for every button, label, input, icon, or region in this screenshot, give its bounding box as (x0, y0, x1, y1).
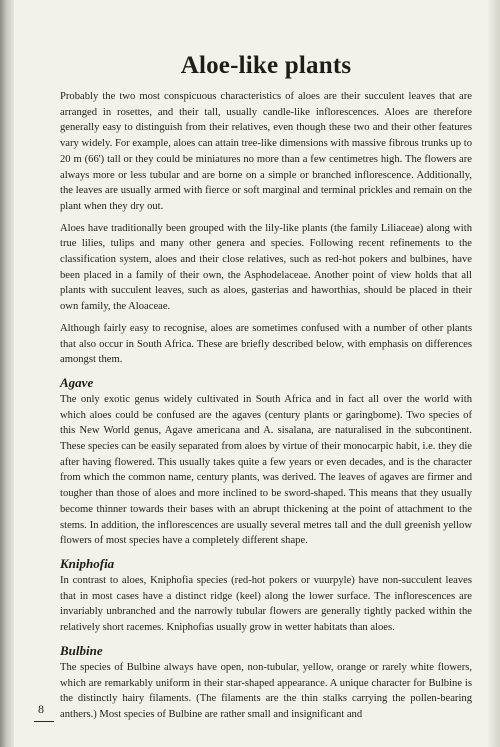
intro-paragraph-3: Although fairly easy to recognise, aloes are sometimes confused with a number of other plants that also occur in South Africa. These are briefly described below, with emphasis on differences amongst them. (60, 322, 472, 366)
page-number: 8 (38, 702, 44, 716)
section-text-bulbine: The species of Bulbine always have open, non-tubular, yellow, orange or rarely white flowers, which are remarkably uniform in their star-shaped appearance. A unique character for Bulbine is the distinctly hairy filaments. (The filaments are the thin stalks carrying the pollen-bearing anthers.) Most species of Bulbine are rather small and insignificant and (60, 661, 472, 720)
page-content (60, 52, 472, 729)
intro-paragraph-2: Aloes have traditionally been grouped with the lily-like plants (the family Liliaceae) along with true lilies, tulips and many other genera and species. Following recent refinements to the classification system, aloes and their close relatives, such as red-hot pokers and bulbines, have been placed in a family of their own, the Asphodelaceae. Another point of view holds that all plants with succulent leaves, such as aloes, gasterias and haworthias, should be placed in their own family, the Aloaceae. (60, 222, 472, 313)
page-title: Aloe-like plants (180, 52, 352, 79)
section-heading-kniphofia: Kniphofia (60, 555, 115, 571)
section-text-kniphofia: In contrast to aloes, Kniphofia species (red-hot pokers or vuurpyle) have non-succulent leaves that in most cases have a distinct ridge (keel) along the lower surface. The inflorescences are invariably unbranched and the narrowly tubular flowers are generally tightly packed within the relatively short racemes. Kniphofias usually grow in wetter habitats than aloes. (60, 574, 472, 634)
book-spine-shadow (0, 0, 14, 747)
section-heading-agave: Agave (60, 374, 94, 390)
page-number-rule (34, 721, 54, 722)
intro-paragraph-1: Probably the two most conspicuous characteristics of aloes are their succulent leaves that are arranged in rosettes, and their tall, usually candle-like inflorescences. Aloes are therefore generally easy to distinguish from their relatives, even though these two and their other features vary widely. For example, aloes can attain tree-like dimensions with massive fibrous trunks up to 20 m (66') tall or they could be miniatures no more than a few centimetres high. The flowers are always more or less tubular and are borne on a simple or branched inflorescence. Additionally, the leaves are usually armed with fierce or soft marginal and terminal prickles and remain on the plant when they dry out. (60, 91, 472, 212)
page-edge (488, 0, 500, 747)
section-heading-bulbine: Bulbine (60, 642, 103, 658)
section-text-agave: The only exotic genus widely cultivated in South Africa and in fact all over the world with which aloes could be confused are the agaves (century plants or garingbome). Two species of this New World genus, Agave americana and A. sisalana, are naturalised in the subcontinent. These species can be easily separated from aloes by virtue of their monocarpic habit, i.e. they die after having flowered. This usually takes quite a few years or even decades, and is the character from which the common name, century plants, was derived. The leaves of agaves are firmer and tougher than those of aloes and more inclined to be sword-shaped. This means that they usually become thinner towards their bases with an abrupt thickening at the point of attachment to the stems. In addition, the inflorescences are usually several metres tall and the dull greenish yellow flowers of most species have a completely different shape. (60, 393, 472, 547)
